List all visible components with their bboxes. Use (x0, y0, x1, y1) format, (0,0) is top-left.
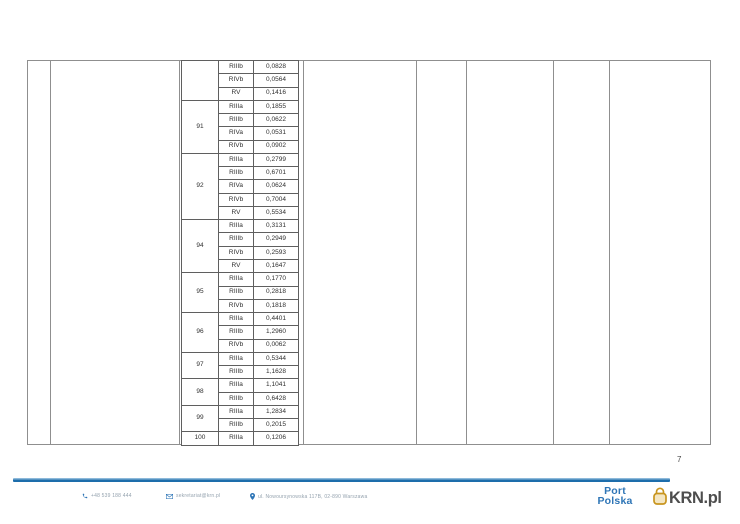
table-row (182, 432, 299, 446)
area-value-cell: 0,1206 (254, 432, 299, 446)
port-polska-line1: Port (604, 485, 626, 497)
grid-column-divider (466, 61, 467, 444)
parcel-classification-table (181, 60, 299, 446)
soil-class-cell: RIVb (219, 246, 254, 259)
table-row (182, 153, 299, 166)
soil-class-cell: RIVa (219, 127, 254, 140)
soil-class-cell: RIIIa (219, 432, 254, 446)
parcel-number-cell: 92 (182, 153, 219, 219)
soil-class-cell: RIVb (219, 193, 254, 206)
area-value-cell: 1,2834 (254, 405, 299, 418)
soil-class-cell: RIIIb (219, 114, 254, 127)
soil-class-cell: RIIIb (219, 366, 254, 379)
parcel-number-cell: 98 (182, 379, 219, 406)
soil-class-cell: RIIIa (219, 405, 254, 418)
soil-class-cell: RIIIa (219, 220, 254, 233)
page-number: 7 (677, 455, 682, 464)
grid-column-divider (416, 61, 417, 444)
soil-class-cell: RIIIb (219, 326, 254, 339)
area-value-cell: 0,7004 (254, 193, 299, 206)
grid-column-divider (179, 61, 180, 444)
area-value-cell: 0,4401 (254, 313, 299, 326)
parcel-number-cell: 94 (182, 220, 219, 273)
footer-phone-text: +48 539 188 444 (91, 493, 132, 499)
parcel-number-cell: 91 (182, 100, 219, 153)
soil-class-cell: RIVb (219, 74, 254, 87)
area-value-cell: 0,3131 (254, 220, 299, 233)
parcel-table-body (182, 61, 299, 446)
port-polska-line2: Polska (597, 494, 633, 507)
area-value-cell: 0,5344 (254, 352, 299, 365)
grid-column-divider (553, 61, 554, 444)
area-value-cell: 0,0062 (254, 339, 299, 352)
survey-grid (27, 60, 711, 445)
area-value-cell: 0,2593 (254, 246, 299, 259)
soil-class-cell: RIIIa (219, 313, 254, 326)
soil-class-cell: RIIIb (219, 167, 254, 180)
soil-class-cell: RIVb (219, 140, 254, 153)
area-value-cell: 0,0624 (254, 180, 299, 193)
parcel-number-cell: 95 (182, 273, 219, 313)
soil-class-cell: RIIIa (219, 273, 254, 286)
parcel-number-cell: 96 (182, 313, 219, 353)
soil-class-cell: RV (219, 87, 254, 100)
grid-column-divider (609, 61, 610, 444)
padlock-icon (653, 487, 667, 510)
area-value-cell: 1,1041 (254, 379, 299, 392)
area-value-cell: 0,1818 (254, 299, 299, 312)
parcel-number-cell (182, 61, 219, 101)
table-row (182, 405, 299, 418)
soil-class-cell: RIVb (219, 339, 254, 352)
footer-email-text: sekretariat@krn.pl (176, 493, 221, 499)
soil-class-cell: RIIIb (219, 233, 254, 246)
soil-class-cell: RIIIa (219, 153, 254, 166)
grid-column-divider (303, 61, 304, 444)
area-value-cell: 0,6701 (254, 167, 299, 180)
soil-class-cell: RIVb (219, 299, 254, 312)
area-value-cell: 0,1416 (254, 87, 299, 100)
area-value-cell: 0,2949 (254, 233, 299, 246)
soil-class-cell: RIIIa (219, 352, 254, 365)
area-value-cell: 0,2015 (254, 419, 299, 432)
area-value-cell: 0,5534 (254, 206, 299, 219)
footer-address (250, 493, 367, 500)
port-polska-logo (589, 487, 641, 506)
area-value-cell: 0,6428 (254, 392, 299, 405)
area-value-cell: 0,2799 (254, 153, 299, 166)
area-value-cell: 0,1647 (254, 259, 299, 272)
soil-class-cell: RIIIb (219, 419, 254, 432)
area-value-cell: 1,2960 (254, 326, 299, 339)
area-value-cell: 0,0828 (254, 61, 299, 74)
krn-logo-text: KRN.pl (669, 488, 722, 507)
table-row (182, 61, 299, 74)
soil-class-cell: RV (219, 206, 254, 219)
soil-class-cell: RIIIa (219, 100, 254, 113)
parcel-number-cell: 99 (182, 405, 219, 432)
footer-email (166, 493, 220, 499)
footer-address-text: ul. Nowoursynowska 117B, 02-890 Warszawa (258, 493, 368, 500)
table-row (182, 352, 299, 365)
footer-divider-rule (13, 478, 670, 482)
table-row (182, 100, 299, 113)
table-row (182, 220, 299, 233)
table-row (182, 313, 299, 326)
area-value-cell: 1,1628 (254, 366, 299, 379)
area-value-cell: 0,0564 (254, 74, 299, 87)
area-value-cell: 0,0902 (254, 140, 299, 153)
footer-phone (82, 493, 132, 499)
parcel-number-cell: 100 (182, 432, 219, 446)
soil-class-cell: RIVa (219, 180, 254, 193)
soil-class-cell: RIIIb (219, 286, 254, 299)
area-value-cell: 0,2818 (254, 286, 299, 299)
krn-logo (653, 487, 722, 509)
soil-class-cell: RIIIb (219, 61, 254, 74)
soil-class-cell: RV (219, 259, 254, 272)
envelope-icon (166, 494, 173, 499)
phone-icon (82, 493, 88, 499)
grid-column-divider (50, 61, 51, 444)
area-value-cell: 0,1855 (254, 100, 299, 113)
map-pin-icon (250, 493, 255, 500)
area-value-cell: 0,0531 (254, 127, 299, 140)
table-row (182, 379, 299, 392)
table-row (182, 273, 299, 286)
area-value-cell: 0,0622 (254, 114, 299, 127)
area-value-cell: 0,1770 (254, 273, 299, 286)
soil-class-cell: RIIIa (219, 379, 254, 392)
soil-class-cell: RIIIb (219, 392, 254, 405)
parcel-number-cell: 97 (182, 352, 219, 379)
